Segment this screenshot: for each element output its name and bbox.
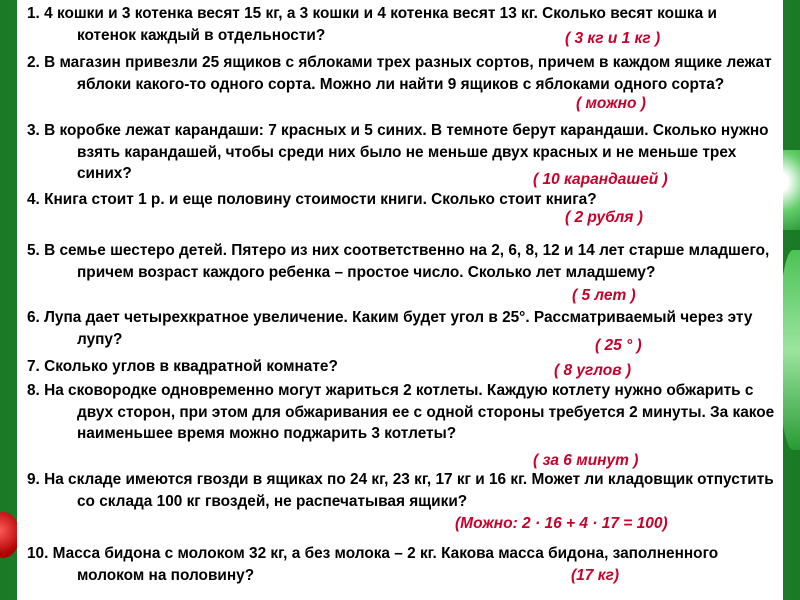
problem-8 <box>27 380 779 469</box>
problem-6-question: 6. Лупа дает четырехкратное увеличение. Каким будет угол в 25°. Рассматриваемый через эту лупу? <box>27 309 753 348</box>
problem-1-answer: ( 3 кг и 1 кг ) <box>565 30 661 47</box>
problem-9 <box>27 469 779 532</box>
problem-5-answer: ( 5 лет ) <box>572 287 636 304</box>
problem-9-answer: (Можно: 2 · 16 + 4 · 17 = 100) <box>455 515 668 532</box>
problem-1-question: 1. 4 кошки и 3 котенка весят 15 кг, а 3 кошки и 4 котенка весят 13 кг. Сколько весят кошка и котенок каждый в отдельности? <box>27 5 717 44</box>
problem-6 <box>27 307 779 354</box>
problem-6-answer: ( 25 ° ) <box>595 337 642 354</box>
problem-10 <box>27 543 779 586</box>
problem-5-question: 5. В семье шестеро детей. Пятеро из них соответственно на 2, 6, 8, 12 и 14 лет старше младшего, причем возраст каждого ребенка – простое число. Сколько лет младшему? <box>27 242 770 281</box>
problem-7 <box>27 356 779 378</box>
problem-2-answer: ( можно ) <box>576 95 646 112</box>
problem-3-answer: ( 10 карандашей ) <box>533 171 668 188</box>
problem-2-question: 2. В магазин привезли 25 ящиков с яблоками трех разных сортов, причем в каждом ящике лежат яблоки какого-то одного сорта. Можно ли найти 9 ящиков с яблоками одного сорта? <box>27 54 772 93</box>
problem-3-question: 3. В коробке лежат карандаши: 7 красных и 5 синих. В темноте берут карандаши. Сколько нужно взять карандашей, чтобы среди них было не меньше двух красных и не меньше трех синих? <box>27 122 769 182</box>
problem-7-question: 7. Сколько углов в квадратной комнате? <box>27 358 338 375</box>
problem-4-answer: ( 2 рубля ) <box>565 209 643 226</box>
problem-5 <box>27 240 779 304</box>
problem-1 <box>27 3 779 46</box>
problem-sheet <box>17 0 783 600</box>
problem-8-answer: ( за 6 минут ) <box>533 452 639 469</box>
problem-7-answer: ( 8 углов ) <box>554 362 632 379</box>
problem-10-answer: (17 кг) <box>571 567 619 584</box>
problem-2 <box>27 52 779 112</box>
problem-10-question: 10. Масса бидона с молоком 32 кг, а без молока – 2 кг. Какова масса бидона, заполненного молоком на половину? <box>27 545 719 584</box>
problem-4 <box>27 189 779 226</box>
problem-4-question: 4. Книга стоит 1 р. и еще половину стоимости книги. Сколько стоит книга? <box>27 191 597 208</box>
problem-8-question: 8. На сковородке одновременно могут жариться 2 котлеты. Каждую котлету нужно обжарить с двух сторон, при этом для обжаривания ее с одной стороны требуется 2 минуты. За какое наименьшее время можно поджарить 3 котлеты? <box>27 382 775 442</box>
problem-9-question: 9. На складе имеются гвозди в ящиках по 24 кг, 23 кг, 17 кг и 16 кг. Может ли кладовщик отпустить со склада 100 кг гвоздей, не распечатывая ящики? <box>27 471 774 510</box>
problem-3 <box>27 120 779 188</box>
